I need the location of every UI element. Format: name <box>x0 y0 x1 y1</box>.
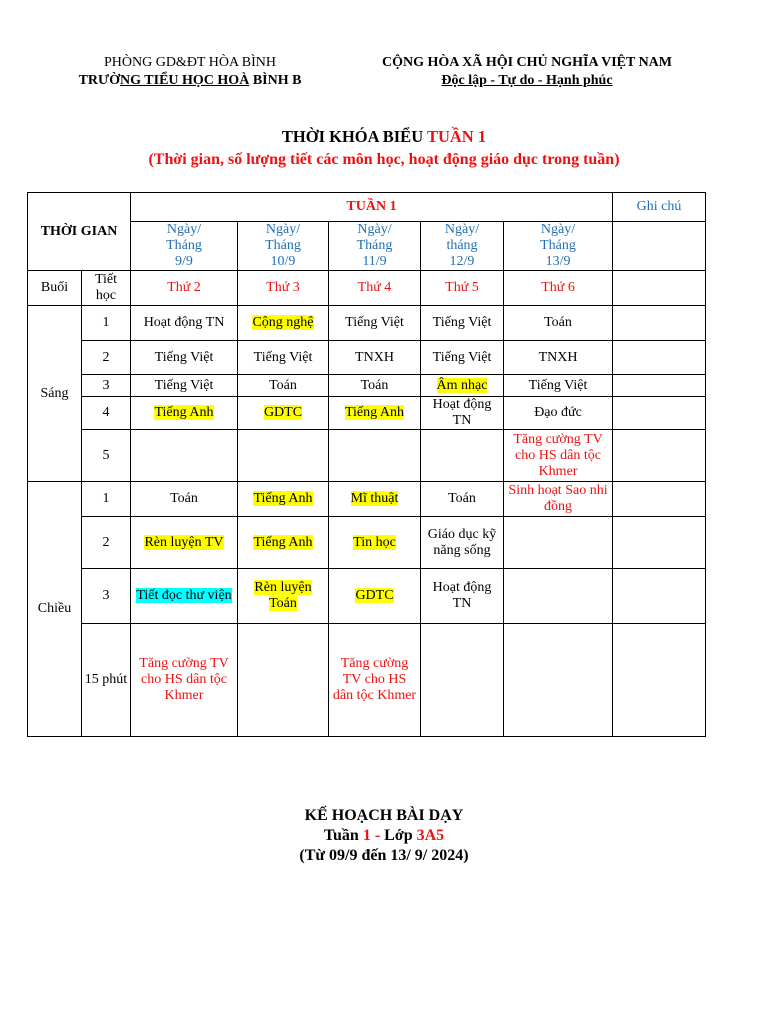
date-header: Ngày/ Tháng 10/9 <box>238 222 329 271</box>
timetable-cell: Tiếng Việt <box>238 341 329 375</box>
national-motto: Độc lập - Tự do - Hạnh phúc <box>441 73 613 88</box>
timetable-cell: Tăng cường TV cho HS dân tộc Khmer <box>329 624 421 737</box>
date-header: Ngày/ tháng 12/9 <box>421 222 504 271</box>
notes-cell <box>613 569 706 624</box>
session-morning: Sáng <box>28 306 82 482</box>
timetable-cell <box>238 624 329 737</box>
timetable-cell: Âm nhạc <box>421 375 504 397</box>
timetable-cell: Hoạt động TN <box>131 306 238 341</box>
session-afternoon: Chiều <box>28 482 82 737</box>
timetable-cell: Giáo dục kỹ năng sống <box>421 517 504 569</box>
timetable-cell: GDTC <box>329 569 421 624</box>
department-name: PHÒNG GD&ĐT HÒA BÌNH <box>103 55 277 70</box>
timetable-cell: Tiếng Anh <box>131 397 238 430</box>
notes-cell <box>613 375 706 397</box>
notes-header: Ghi chú <box>613 193 706 222</box>
timetable-cell: Tiếng Anh <box>238 482 329 517</box>
timetable-cell: Tiết đọc thư viện <box>131 569 238 624</box>
time-header: THỜI GIAN <box>28 193 131 271</box>
timetable-cell: Toán <box>504 306 613 341</box>
period-number: 1 <box>82 306 131 341</box>
day-header: Thứ 6 <box>504 271 613 306</box>
timetable-cell: GDTC <box>238 397 329 430</box>
notes-cell <box>613 430 706 482</box>
period-number: 3 <box>82 569 131 624</box>
timetable-cell: Tiếng Việt <box>504 375 613 397</box>
day-header: Thứ 3 <box>238 271 329 306</box>
notes-cell <box>613 222 706 271</box>
date-header: Ngày/ Tháng 9/9 <box>131 222 238 271</box>
timetable-cell <box>421 430 504 482</box>
date-header: Ngày/ Tháng 13/9 <box>504 222 613 271</box>
timetable-cell <box>504 624 613 737</box>
period-number: 4 <box>82 397 131 430</box>
week-header: TUẦN 1 <box>131 193 613 222</box>
period-number: 2 <box>82 517 131 569</box>
notes-cell <box>613 517 706 569</box>
department-header <box>40 54 340 90</box>
timetable-cell: Tăng cường TV cho HS dân tộc Khmer <box>504 430 613 482</box>
timetable-cell: Rèn luyện Toán <box>238 569 329 624</box>
period-number: 2 <box>82 341 131 375</box>
date-header: Ngày/ Tháng 11/9 <box>329 222 421 271</box>
notes-cell <box>613 482 706 517</box>
timetable-cell: Hoạt động TN <box>421 569 504 624</box>
day-header: Thứ 5 <box>421 271 504 306</box>
timetable-cell: Tiếng Anh <box>329 397 421 430</box>
timetable-cell: Tiếng Anh <box>238 517 329 569</box>
day-header: Thứ 4 <box>329 271 421 306</box>
lesson-plan-heading <box>0 806 768 866</box>
notes-cell <box>613 624 706 737</box>
session-header: Buổi <box>28 271 82 306</box>
timetable-cell: Toán <box>238 375 329 397</box>
timetable <box>27 192 706 737</box>
timetable-cell <box>329 430 421 482</box>
timetable-cell <box>504 517 613 569</box>
period-number: 5 <box>82 430 131 482</box>
day-header: Thứ 2 <box>131 271 238 306</box>
timetable-cell: TNXH <box>329 341 421 375</box>
timetable-cell: Tiếng Việt <box>329 306 421 341</box>
lesson-plan-range: (Từ 09/9 đến 13/ 9/ 2024) <box>299 847 469 864</box>
timetable-cell: Tăng cường TV cho HS dân tộc Khmer <box>131 624 238 737</box>
notes-cell <box>613 341 706 375</box>
timetable-cell <box>238 430 329 482</box>
timetable-cell: Toán <box>329 375 421 397</box>
timetable-cell: Sinh hoạt Sao nhi đồng <box>504 482 613 517</box>
school-name: TRƯỜNG TIỂU HỌC HOÀ BÌNH B <box>78 73 302 88</box>
period-number: 1 <box>82 482 131 517</box>
notes-cell <box>613 271 706 306</box>
page-subtitle: (Thời gian, số lượng tiết các môn học, hoạt động giáo dục trong tuần) <box>148 151 620 168</box>
period-number: 3 <box>82 375 131 397</box>
period-number: 15 phút <box>82 624 131 737</box>
timetable-cell: Đạo đức <box>504 397 613 430</box>
period-header: Tiết học <box>82 271 131 306</box>
timetable-cell <box>504 569 613 624</box>
national-name: CỘNG HÒA XÃ HỘI CHỦ NGHĨA VIỆT NAM <box>381 55 672 70</box>
timetable-cell <box>421 624 504 737</box>
timetable-cell: Hoạt động TN <box>421 397 504 430</box>
lesson-plan-title: KẾ HOẠCH BÀI DẠY <box>304 807 464 824</box>
notes-cell <box>613 306 706 341</box>
timetable-cell: Tiếng Việt <box>131 341 238 375</box>
timetable-cell: Cộng nghệ <box>238 306 329 341</box>
lesson-plan-week: Tuần 1 - Lớp 3A5 <box>323 827 445 844</box>
notes-cell <box>613 397 706 430</box>
timetable-cell: Tiếng Việt <box>131 375 238 397</box>
timetable-cell: Toán <box>131 482 238 517</box>
national-header <box>352 54 702 90</box>
timetable-cell: TNXH <box>504 341 613 375</box>
timetable-cell: Mĩ thuật <box>329 482 421 517</box>
timetable-cell: Rèn luyện TV <box>131 517 238 569</box>
page-title: THỜI KHÓA BIỂU TUẦN 1 <box>281 127 487 146</box>
timetable-cell: Tin học <box>329 517 421 569</box>
timetable-cell: Tiếng Việt <box>421 306 504 341</box>
timetable-cell: Tiếng Việt <box>421 341 504 375</box>
timetable-cell <box>131 430 238 482</box>
timetable-cell: Toán <box>421 482 504 517</box>
